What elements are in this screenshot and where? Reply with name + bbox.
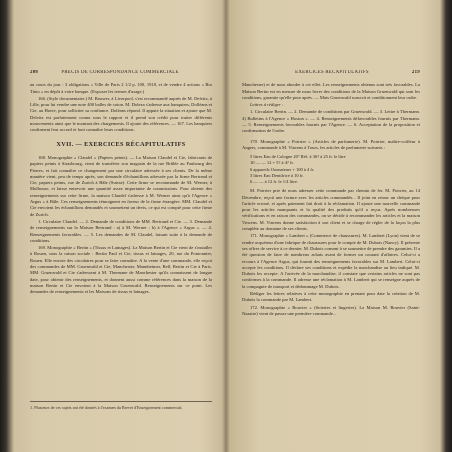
exercise-170-body: M. Poirrier prie de nous adresser cette commande par chemin de fer. M. Poirrier, au 14 Décembre, reçoit une facture avec les articles commandés... Il joint en retour un chèque pour l'article erroné, et après paiement fait droit à la réclamation. Il ajoute une nouvelle commande pour les articles manquants et la qualité des produits qu'il a reçus. Après nombreuses vérifications et en raison des commandes, on se décide à recommander les articles et la maison Vincens. M. Vincens donne satisfaction à son client et se charge de régler de la façon la plus complète au domaine de ses clients.	[242, 188, 420, 232]
exercise-172: 172. Monographie « Bouvier » (Soieries et lingeries). La Maison M. Bouvier (Saint-Nazaire) vient de passer une première commande...	[242, 304, 420, 316]
section-heading: XVII. — EXERCICES RÉCAPITULATIFS	[56, 140, 186, 148]
right-paragraph: 1. Circulaire Bertin. — 2. Demande de conditions par Gruenwald. — 3. Lettre à Thermann. 4) Bulletins à l'Agence « Hosion ». — 4. Renseignements défavorables fournis par Thermann. — 5. Renseignements favorables fournis par l'Agence. — 6. Acceptation de la proposition et confirmation de l'ordre.	[242, 109, 420, 134]
left-page-number: 208	[30, 70, 39, 75]
order-item: 10 — — 12 + 5? à 4? fr.	[250, 160, 294, 166]
right-running-head	[242, 70, 420, 76]
left-running-title: PRÉCIS DE CORRESPONDANCE COMMERCIALE	[61, 70, 179, 75]
exercise-171: 171. Monographie « Lambert » (Commerce de chaussures). M. Lambert (Lyon) vient de se rendre acquéreur d'une fabrique de chaussures pour le compte de M. Dubois (Nancy). Il présente ses offres de service à ce dernier. M. Dubois consent à se soumettre de prendre des garanties. Il a été question de faire de nombreux achats avant de former un courant d'affaires. Celui-ci a recours à l'Agence Argus, qui fournit des renseignements favorables sur M. Lambert. Celui-ci accepte les conditions. Il déclare ses conditions et expédie la marchandise au lieu indiqué. M. Dubois les accepte. A l'arrivée de la marchandise, il constate que certains articles ne sont pas conformes à la commande. Il adresse une réclamation à M. Lambert qui se renseigne auprès de la compagnie de transport et dédommage M. Dubois.	[242, 233, 420, 289]
order-list	[242, 154, 420, 185]
letters-label: Lettres à rédiger :	[250, 102, 284, 108]
right-running-title: EXERCICES RÉCAPITULATIFS	[295, 70, 369, 75]
order-item: 6 appareils Ozonateurs + 100 à 4 fr.	[250, 166, 315, 172]
order-item: 3 litres Eau Dentifrice à 10 fr.	[250, 172, 304, 178]
right-page	[242, 70, 420, 430]
exercise-168-letters: 1. Circulaire Claudel. — 2. Demande de conditions de MM. Bertrand et Cie. — 3. Demande de renseignements sur la Maison Bertrand : a) à M. Werner ; b) à l'Agence « Argus ». — 4. Renseignements favorables. — 5. Les demandes de M. Claudel, faisant suite à la demande de conditions.	[30, 218, 212, 243]
right-page-number: 219	[411, 70, 420, 75]
exercise-171-note: Rédiger les lettres relatives à cette monographie en prenant pour date la création de M. Dubois la commande par M. Lambert.	[242, 291, 420, 303]
left-paragraph: au cours du jour : 3 obligations « Ville de Paris 2 1/2 p. 100, 1910, et de vendre 4 actions « Rio Tinto » en dépôt à votre banque. (Exposer les termes d'usage.)	[30, 82, 212, 94]
left-footnote: 1. Plusieurs de ces sujets ont été donnés à l'examen du Brevet d'Enseignement commercial.	[30, 401, 212, 411]
order-item: 5 litres Eau de Cologne 20° Réf. à 36? à 25 fr. le litre	[250, 154, 346, 160]
left-paragraph: 166. (Style documentaire.) M. Bouwer, à Liverpool, s'est recommandé auprès de M. Delvitz, à Lille, pour lui vendre une note 400 balles de coton. M. Doleza s'adresse aux banquiers, Dolléans et Cie, au Havre, pour solliciter sa confiance. Doléans répond. Il appuie la situation et ajoute que M. Delvitz est parfaitement connu sous le rapport et il prend son crédit pour traiter différents mouvements ainsi que le montant des chargements. Il ajoute des références. — 167. Les banquiers confirment leur accord et font connaître leurs conditions.	[30, 95, 212, 133]
left-running-head	[30, 70, 212, 76]
exercise-169: 169. Monographie « Bertin » (Tissus et Lainages). La Maison Bertin et Cie vient de s'installer à Rouen, sous la raison sociale : Bertin Paul et Cie, tissus et lainages, 20, rue du Pontonnier, Rouen. Elle envoie des circulaires pour se faire connaître. A la vente d'une commande, elle reçoit des commandes de MM. Gruenwald et Cie, Manchester, Mannheimer, Bell, Bertin et Cie à Paris. MM. Gruenwald et Cie s'adressent à M. Thermane de Manchester qu'ils connaissent de longue date, pour obtenir des renseignements, et donnent aussi comme références dans la maison de la maison Bertin et Cie envoient à la Maison Gruenwald. Renseignements sur ce point. Les demandes de renseignements et les Maisons de tissus et lainages.	[30, 245, 212, 295]
left-page	[30, 70, 212, 430]
exercise-168: 168. Monographie « Claudel » (Papiers peints). — La Maison Claudel et Cie, fabricants de papiers peints à Strasbourg, vient de transférer son magasin de la rue Brûlée au Faubourg des Pierres, et fait connaître ce changement par une circulaire adressée à ses clients. De la même manière vient, peu de temps après, son demande d'échantillons adressée par la firme Bertrand et Cie, papiers peints, rue de Zurich à Bâle (Suisse). Cette firme se recommande de M. Werner, à Mulhouse, et laisse entrevoir une quantité assez importante de commissions. Pour obtenir des renseignements sur cette firme, la maison Claudel s'adresse à M. Werner ainsi qu'à l'Agence « Argus » à Bâle. Ces renseignements témoignent en faveur de la firme étrangère. MM. Claudel et Cie envoient les échantillons demandés et soumettent un devis, ce qui est compté pour cette firme de Zurich.	[30, 154, 212, 217]
order-item: 6 — — à 12 fr. le 1/4 litre.	[250, 179, 298, 185]
right-paragraph: Manchester) et de nous aborder à cet effet. Les renseignements obtenus sont très favorables. La Maison Bertin est en mesure de nous livrer des conditions de la Maison Gruenwald qui sont les conditions, garantie qu'elle pose après. — Mais Gruenwald souscrit et conditionnent leur ordre.	[242, 82, 420, 100]
exercise-170-intro: 170. Monographie « Poirrier » (Articles de parfumerie). M. Poirrier, maître-coiffeur à Angers, commande à M. Vincens à Tours, les articles de parfumerie suivants :	[242, 138, 420, 150]
